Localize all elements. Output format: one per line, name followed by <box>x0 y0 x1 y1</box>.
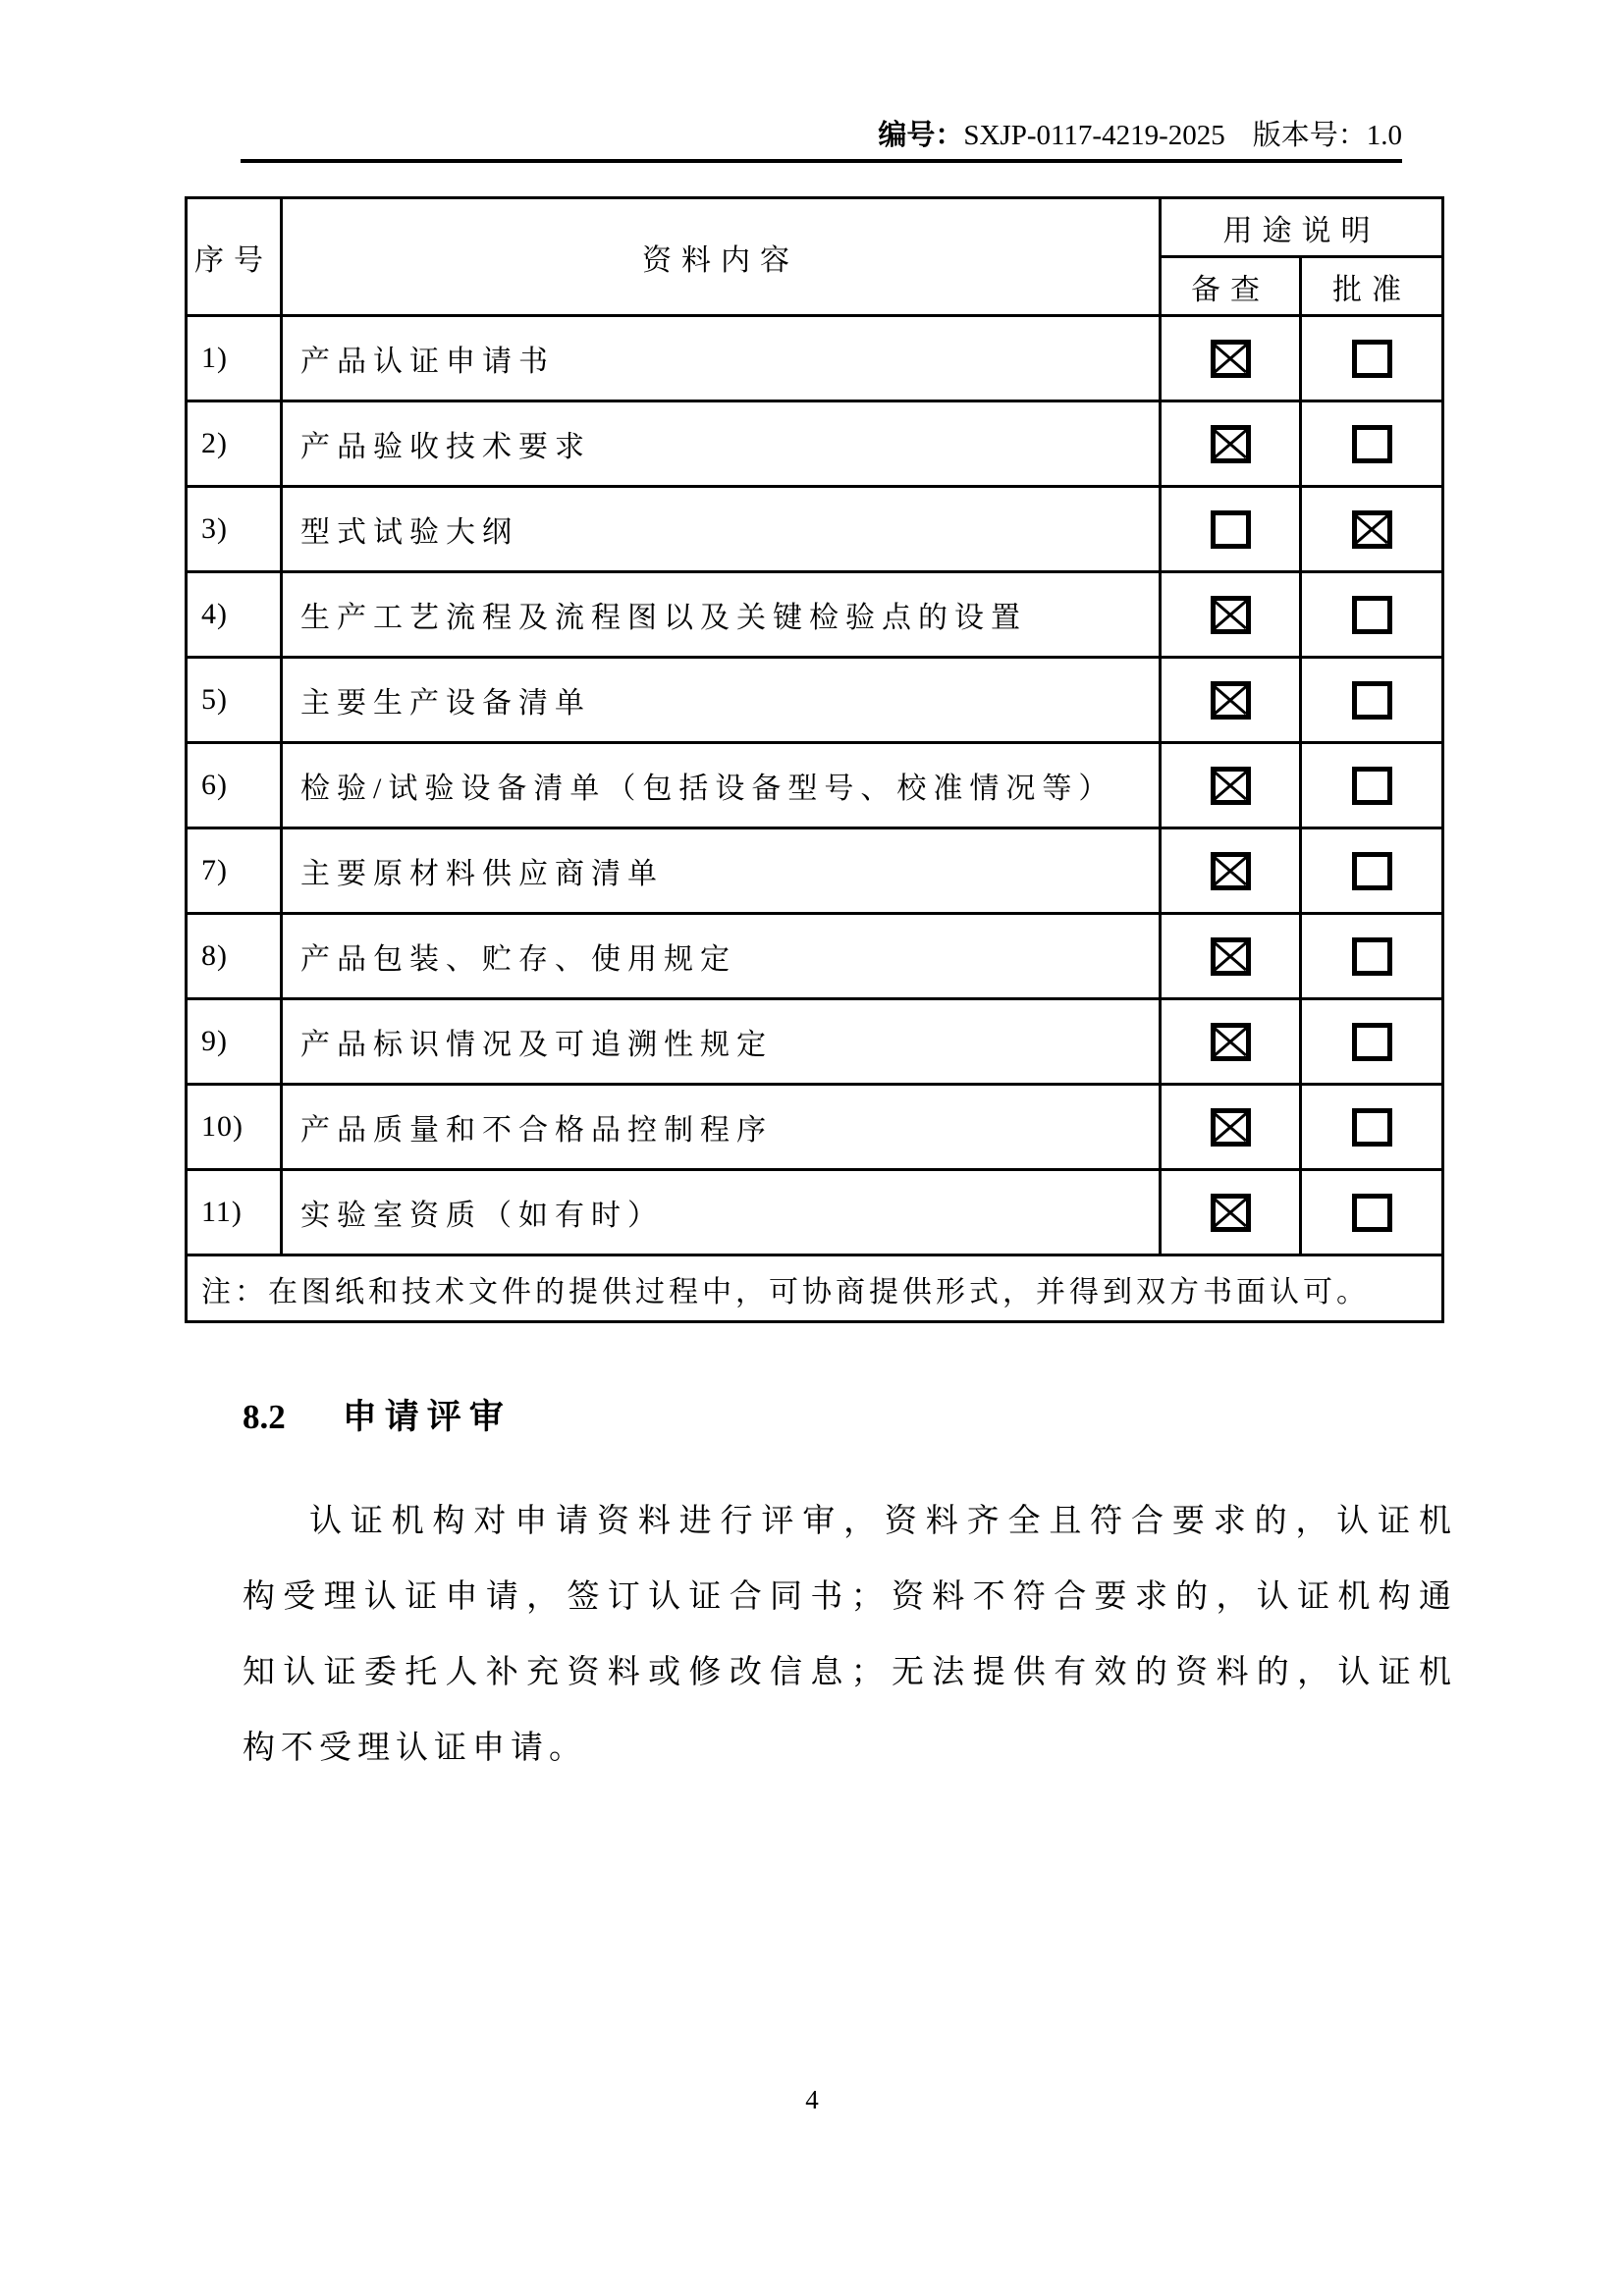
beicha-cell <box>1161 487 1301 572</box>
pizhun-cell <box>1301 828 1443 914</box>
beicha-cell <box>1161 1085 1301 1170</box>
row-content: 产品验收技术要求 <box>282 401 1161 487</box>
pizhun-cell <box>1301 572 1443 658</box>
table-header-row-1 <box>187 198 1443 257</box>
beicha-checkbox[interactable] <box>1211 596 1251 634</box>
paragraph-line: 知认证委托人补充资料或修改信息；无法提供有效的资料的，认证机 <box>243 1655 1453 1690</box>
pizhun-cell <box>1301 401 1443 487</box>
beicha-cell <box>1161 999 1301 1085</box>
row-seq: 9) <box>187 999 282 1085</box>
beicha-checkbox[interactable] <box>1211 1194 1251 1232</box>
beicha-cell <box>1161 401 1301 487</box>
table-row <box>187 572 1443 658</box>
row-content: 主要原材料供应商清单 <box>282 828 1161 914</box>
pizhun-cell <box>1301 658 1443 743</box>
pizhun-checkbox[interactable] <box>1352 1023 1392 1061</box>
beicha-cell <box>1161 914 1301 999</box>
paragraph-line: 认证机构对申请资料进行评审，资料齐全且符合要求的，认证机 <box>309 1504 1453 1539</box>
row-content: 主要生产设备清单 <box>282 658 1161 743</box>
pizhun-checkbox[interactable] <box>1352 1108 1392 1147</box>
header-rule <box>241 159 1402 163</box>
paragraph-line: 构不受理认证申请。 <box>243 1731 587 1766</box>
row-seq: 7) <box>187 828 282 914</box>
beicha-checkbox[interactable] <box>1211 852 1251 890</box>
table-row <box>187 999 1443 1085</box>
section-title: 申请评审 <box>342 1398 512 1436</box>
beicha-checkbox[interactable] <box>1211 510 1251 549</box>
col-header-seq: 序号 <box>187 198 282 316</box>
pizhun-checkbox[interactable] <box>1352 510 1392 549</box>
page-number: 4 <box>805 2085 819 2114</box>
pizhun-checkbox[interactable] <box>1352 681 1392 720</box>
row-content: 产品标识情况及可追溯性规定 <box>282 999 1161 1085</box>
row-content: 生产工艺流程及流程图以及关键检验点的设置 <box>282 572 1161 658</box>
col-header-pizhun: 批准 <box>1301 257 1443 316</box>
paragraph-line: 构受理认证申请，签订认证合同书；资料不符合要求的，认证机构通 <box>243 1579 1453 1615</box>
table-row <box>187 743 1443 828</box>
row-seq: 4) <box>187 572 282 658</box>
table-row <box>187 658 1443 743</box>
pizhun-checkbox[interactable] <box>1352 767 1392 805</box>
col-header-usage: 用途说明 <box>1161 198 1443 257</box>
pizhun-checkbox[interactable] <box>1352 937 1392 976</box>
body-paragraph <box>243 1484 1453 1787</box>
row-seq: 2) <box>187 401 282 487</box>
table-note-row <box>187 1255 1443 1322</box>
pizhun-checkbox[interactable] <box>1352 425 1392 463</box>
row-seq: 5) <box>187 658 282 743</box>
beicha-cell <box>1161 743 1301 828</box>
row-content: 实验室资质（如有时） <box>282 1170 1161 1255</box>
beicha-checkbox[interactable] <box>1211 937 1251 976</box>
pizhun-cell <box>1301 743 1443 828</box>
pizhun-cell <box>1301 1085 1443 1170</box>
pizhun-cell <box>1301 487 1443 572</box>
beicha-checkbox[interactable] <box>1211 767 1251 805</box>
row-seq: 8) <box>187 914 282 999</box>
doc-version-label: 版本号： <box>1252 120 1367 151</box>
doc-number-label: 编号： <box>878 120 964 151</box>
materials-checklist-table <box>185 196 1444 1323</box>
beicha-cell <box>1161 316 1301 401</box>
doc-version-value: 1.0 <box>1366 120 1402 151</box>
pizhun-checkbox[interactable] <box>1352 596 1392 634</box>
pizhun-cell <box>1301 1170 1443 1255</box>
table-note: 注：在图纸和技术文件的提供过程中，可协商提供形式，并得到双方书面认可。 <box>187 1255 1443 1322</box>
beicha-cell <box>1161 1170 1301 1255</box>
pizhun-checkbox[interactable] <box>1352 1194 1392 1232</box>
row-content: 型式试验大纲 <box>282 487 1161 572</box>
table-row <box>187 487 1443 572</box>
beicha-checkbox[interactable] <box>1211 1023 1251 1061</box>
row-content: 产品认证申请书 <box>282 316 1161 401</box>
row-seq: 11) <box>187 1170 282 1255</box>
row-seq: 1) <box>187 316 282 401</box>
beicha-cell <box>1161 828 1301 914</box>
pizhun-cell <box>1301 914 1443 999</box>
table-row <box>187 1085 1443 1170</box>
col-header-content: 资料内容 <box>282 198 1161 316</box>
row-content: 产品包装、贮存、使用规定 <box>282 914 1161 999</box>
beicha-checkbox[interactable] <box>1211 425 1251 463</box>
pizhun-checkbox[interactable] <box>1352 340 1392 378</box>
row-seq: 10) <box>187 1085 282 1170</box>
pizhun-cell <box>1301 316 1443 401</box>
table-row <box>187 828 1443 914</box>
pizhun-checkbox[interactable] <box>1352 852 1392 890</box>
section-number: 8.2 <box>243 1398 286 1436</box>
section-heading <box>243 1398 512 1437</box>
table-row <box>187 401 1443 487</box>
row-content: 检验/试验设备清单（包括设备型号、校准情况等） <box>282 743 1161 828</box>
col-header-beicha: 备查 <box>1161 257 1301 316</box>
beicha-checkbox[interactable] <box>1211 681 1251 720</box>
beicha-checkbox[interactable] <box>1211 340 1251 378</box>
row-seq: 6) <box>187 743 282 828</box>
doc-number-value: SXJP-0117-4219-2025 <box>963 120 1225 151</box>
table-row <box>187 1170 1443 1255</box>
beicha-cell <box>1161 658 1301 743</box>
table-row <box>187 914 1443 999</box>
beicha-checkbox[interactable] <box>1211 1108 1251 1147</box>
pizhun-cell <box>1301 999 1443 1085</box>
row-content: 产品质量和不合格品控制程序 <box>282 1085 1161 1170</box>
row-seq: 3) <box>187 487 282 572</box>
document-header <box>241 118 1402 153</box>
beicha-cell <box>1161 572 1301 658</box>
table-row <box>187 316 1443 401</box>
